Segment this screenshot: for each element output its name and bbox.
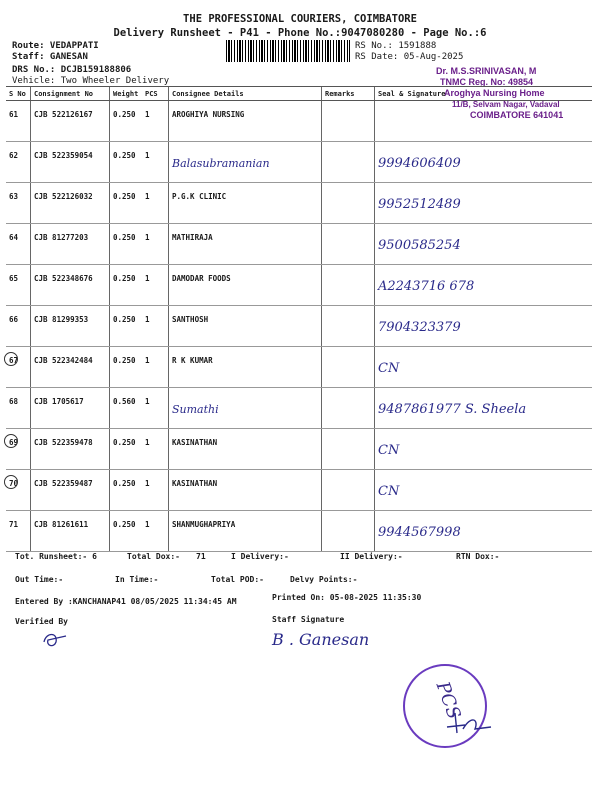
runsheet-table [6,86,592,552]
runsheet-title: THE PROFESSIONAL COURIERS, COIMBATORE [183,13,417,25]
staff-signature-handwriting: B . Ganesan [272,630,370,649]
cell-weight: 0.250 [110,265,143,306]
cell-seal-signature: 9500585254 [375,224,593,265]
sno-circle-mark [4,352,18,366]
staff-label: Staff: GANESAN [12,52,88,62]
stamp-signature [445,705,495,737]
table-row [6,265,592,306]
cell-consignment-no: CJB 81299353 [31,306,110,347]
cell-sno: 69 [6,429,31,470]
cell-sno: 68 [6,388,31,429]
cell-consignee [169,388,322,429]
consignee-name: KASINATHAN [172,479,218,488]
table-row [6,142,592,183]
cell-consignee [169,224,322,265]
consignee-name: KASINATHAN [172,438,218,447]
consignee-name: R K KUMAR [172,356,213,365]
table-header-row [6,87,592,101]
cell-consignment-no: CJB 522348676 [31,265,110,306]
consignee-name: DAMODAR FOODS [172,274,231,283]
cell-consignment-no: CJB 522342484 [31,347,110,388]
cell-pcs: 1 [142,470,169,511]
table-row [6,429,592,470]
delvy-points: Delvy Points:- [290,575,358,584]
consignee-handwriting: Balasubramanian [172,157,270,170]
cell-weight: 0.250 [110,224,143,265]
drs-number: DRS No.: DCJB159188806 [12,65,132,75]
cell-consignee [169,183,322,224]
in-time: In Time:- [115,575,159,584]
table-row [6,101,592,142]
cell-sno: 61 [6,101,31,142]
sno-circle-mark [4,475,18,489]
cell-remarks [322,306,375,347]
col-pcs: PCS [142,87,169,101]
table-row [6,347,592,388]
rs-date: RS Date: 05-Aug-2025 [355,52,464,62]
cell-weight: 0.250 [110,429,143,470]
cell-pcs: 1 [142,511,169,552]
cell-weight: 0.250 [110,306,143,347]
cell-remarks [322,142,375,183]
cell-sno: 63 [6,183,31,224]
runsheet-subtitle: Delivery Runsheet - P41 - Phone No.:9047080280 - Page No.:6 [113,27,487,39]
cell-weight: 0.250 [110,511,143,552]
cell-pcs: 1 [142,347,169,388]
cell-sno: 62 [6,142,31,183]
total-pod: Total POD:- [211,575,264,584]
cell-sno: 64 [6,224,31,265]
cell-pcs: 1 [142,224,169,265]
cell-remarks [322,429,375,470]
consignee-name: SHANMUGHAPRIYA [172,520,236,529]
cell-consignment-no: CJB 81261611 [31,511,110,552]
table-row [6,470,592,511]
cell-consignment-no: CJB 522126167 [31,101,110,142]
col-sno: S No [6,87,31,101]
cell-remarks [322,224,375,265]
total-dox-value: 71 [196,552,206,561]
route-label: Route: VEDAPPATI [12,41,99,51]
cell-consignee [169,101,322,142]
cell-sno: 66 [6,306,31,347]
cell-weight: 0.250 [110,470,143,511]
cell-seal-signature: CN [375,347,593,388]
cell-seal-signature: 9487861977 S. Sheela [375,388,593,429]
cell-consignment-no: CJB 522359054 [31,142,110,183]
cell-remarks [322,101,375,142]
cell-remarks [322,470,375,511]
staff-signature-label: Staff Signature [272,615,345,624]
verifier-signature [40,628,70,650]
cell-pcs: 1 [142,429,169,470]
cell-sno: 70 [6,470,31,511]
cell-consignee [169,470,322,511]
i-delivery: I Delivery:- [231,552,289,561]
stamp-line: Dr. M.S.SRINIVASAN, M [436,66,537,76]
total-dox-label: Total Dox:- [127,552,180,561]
cell-seal-signature: CN [375,429,593,470]
cell-consignee [169,429,322,470]
cell-remarks [322,347,375,388]
cell-remarks [322,511,375,552]
cell-weight: 0.250 [110,101,143,142]
cell-consignee [169,265,322,306]
consignee-name: SANTHOSH [172,315,209,324]
cell-pcs: 1 [142,265,169,306]
table-row [6,511,592,552]
cell-sno: 67 [6,347,31,388]
table-row [6,388,592,429]
cell-consignment-no: CJB 522126032 [31,183,110,224]
cell-seal-signature: 7904323379 [375,306,593,347]
cell-remarks [322,183,375,224]
rs-number: RS No.: 1591888 [355,41,437,51]
cell-weight: 0.250 [110,183,143,224]
consignee-name: P.G.K CLINIC [172,192,227,201]
cell-pcs: 1 [142,306,169,347]
round-stamp-text: PCS [431,678,465,723]
vehicle-label: Vehicle: Two Wheeler Delivery [12,76,170,86]
cell-pcs: 1 [142,142,169,183]
cell-consignee [169,142,322,183]
cell-seal-signature: 9994606409 [375,142,593,183]
cell-consignee [169,511,322,552]
col-remarks: Remarks [322,87,375,101]
cell-sno: 65 [6,265,31,306]
printed-on: Printed On: 05-08-2025 11:35:30 [272,593,422,602]
cell-remarks [322,388,375,429]
tot-runsheet: Tot. Runsheet:- 6 [15,552,97,561]
cell-weight: 0.250 [110,142,143,183]
col-consignment: Consignment No [31,87,110,101]
out-time: Out Time:- [15,575,64,584]
stamp-line: COIMBATORE 641041 [470,110,564,120]
consignee-name: MATHIRAJA [172,233,213,242]
cell-weight: 0.250 [110,347,143,388]
cell-pcs: 1 [142,101,169,142]
cell-seal-signature [375,101,593,142]
stamp-line: Aroghya Nursing Home [444,88,545,98]
cell-remarks [322,265,375,306]
cell-consignee [169,306,322,347]
cell-consignment-no: CJB 1705617 [31,388,110,429]
table-row [6,306,592,347]
stamp-line: 11/B, Selvam Nagar, Vadaval [452,100,560,109]
cell-consignment-no: CJB 81277203 [31,224,110,265]
cell-weight: 0.560 [110,388,143,429]
table-row [6,224,592,265]
cell-consignment-no: CJB 522359478 [31,429,110,470]
consignee-handwriting: Sumathi [172,403,219,416]
col-consignee: Consignee Details [169,87,322,101]
cell-pcs: 1 [142,183,169,224]
ii-delivery: II Delivery:- [340,552,403,561]
cell-seal-signature: 9944567998 [375,511,593,552]
stamp-line: TNMC Reg. No: 49854 [440,77,534,87]
consignee-name: AROGHIYA NURSING [172,110,245,119]
cell-seal-signature: 9952512489 [375,183,593,224]
col-weight: Weight [110,87,143,101]
sno-circle-mark [4,434,18,448]
cell-seal-signature: CN [375,470,593,511]
entered-by: Entered By :KANCHANAP41 08/05/2025 11:34:45 AM [15,597,237,606]
table-row [6,183,592,224]
cell-consignee [169,347,322,388]
cell-seal-signature: A2243716 678 [375,265,593,306]
barcode-image [226,40,350,62]
col-seal-signature: Seal & Signature [375,87,593,101]
cell-pcs: 1 [142,388,169,429]
verified-by: Verified By [15,617,68,626]
cell-consignment-no: CJB 522359487 [31,470,110,511]
cell-sno: 71 [6,511,31,552]
rtn-dox: RTN Dox:- [456,552,500,561]
